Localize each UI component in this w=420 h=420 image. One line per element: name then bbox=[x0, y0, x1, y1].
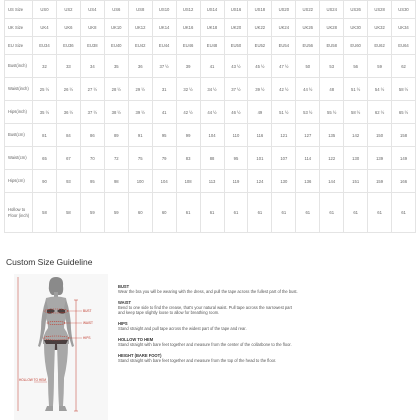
table-cell: EU52 bbox=[248, 37, 272, 55]
table-row bbox=[5, 78, 416, 101]
table-cell: 35 ½ bbox=[33, 101, 57, 124]
figure-label-waist: WAIST bbox=[83, 321, 93, 325]
guide-item-head: HIPS bbox=[118, 321, 128, 326]
table-cell: 61 bbox=[272, 193, 296, 233]
table-cell: 55 ½ bbox=[320, 101, 344, 124]
table-cell: 44 ½ bbox=[200, 101, 224, 124]
figure-label-bust: BUST bbox=[83, 309, 92, 313]
table-cell: 35 bbox=[104, 55, 128, 78]
table-cell: 42 ½ bbox=[272, 78, 296, 101]
size-chart-table bbox=[4, 0, 416, 233]
table-cell: 37 ½ bbox=[80, 101, 104, 124]
table-cell: EU60 bbox=[344, 37, 368, 55]
table-cell: UK6 bbox=[56, 19, 80, 37]
table-cell: 42 ½ bbox=[176, 101, 200, 124]
silhouette-right-leg bbox=[57, 344, 68, 406]
table-cell: US22 bbox=[296, 1, 320, 19]
table-cell: US24 bbox=[320, 1, 344, 19]
table-cell: EU64 bbox=[392, 37, 416, 55]
table-cell: 70 bbox=[80, 147, 104, 170]
table-cell: 31 bbox=[152, 78, 176, 101]
table-row bbox=[5, 193, 416, 233]
guide-item-body: Stand straight with bare feet together and measure from the center of the collarbone to the floor. bbox=[118, 342, 292, 347]
table-cell: 150 bbox=[368, 124, 392, 147]
table-cell: 104 bbox=[200, 124, 224, 147]
table-cell: 116 bbox=[248, 124, 272, 147]
table-cell: 89 bbox=[104, 124, 128, 147]
table-cell: 100 bbox=[128, 170, 152, 193]
table-cell: 34 ½ bbox=[200, 78, 224, 101]
table-cell: 135 bbox=[320, 124, 344, 147]
table-cell: UK4 bbox=[33, 19, 57, 37]
table-cell: 65 bbox=[33, 147, 57, 170]
silhouette-right-foot bbox=[59, 406, 67, 411]
table-row bbox=[5, 37, 416, 55]
table-cell: 61 bbox=[344, 193, 368, 233]
table-cell: US8 bbox=[128, 1, 152, 19]
guide-item-head: HEIGHT (BARE FOOT) bbox=[118, 353, 162, 358]
table-cell: EU38 bbox=[80, 37, 104, 55]
table-cell: 33 bbox=[56, 55, 80, 78]
table-cell: 37 ½ bbox=[152, 55, 176, 78]
guide-instructions bbox=[118, 284, 298, 369]
table-cell: 59 bbox=[368, 55, 392, 78]
table-cell: US30 bbox=[392, 1, 416, 19]
table-cell: 46 ½ bbox=[224, 101, 248, 124]
row-label: Bust(cm) bbox=[5, 124, 33, 147]
table-cell: UK28 bbox=[320, 19, 344, 37]
table-cell: UK30 bbox=[344, 19, 368, 37]
guide-item-body: Stand straight with bare feet together and measure from the top of the head to the floor. bbox=[118, 358, 277, 363]
table-cell: 130 bbox=[272, 170, 296, 193]
table-cell: 121 bbox=[272, 124, 296, 147]
table-row bbox=[5, 124, 416, 147]
table-cell: 39 ½ bbox=[128, 101, 152, 124]
table-cell: EU58 bbox=[320, 37, 344, 55]
guide-item-bust bbox=[118, 284, 298, 294]
table-cell: 166 bbox=[392, 170, 416, 193]
table-cell: US20 bbox=[272, 1, 296, 19]
table-cell: 29 ½ bbox=[128, 78, 152, 101]
table-cell: US10 bbox=[152, 1, 176, 19]
table-cell: 158 bbox=[392, 124, 416, 147]
table-cell: 86 bbox=[80, 124, 104, 147]
figure-label-hips: HIPS bbox=[83, 336, 91, 340]
table-cell: US18 bbox=[248, 1, 272, 19]
table-cell: 122 bbox=[320, 147, 344, 170]
table-cell: US6 bbox=[104, 1, 128, 19]
table-cell: 104 bbox=[152, 170, 176, 193]
table-cell: 48 bbox=[320, 78, 344, 101]
table-cell: 44 ½ bbox=[296, 78, 320, 101]
table-cell: 51 ½ bbox=[272, 101, 296, 124]
table-cell: 59 bbox=[80, 193, 104, 233]
silhouette-neck bbox=[54, 292, 58, 297]
table-cell: US14 bbox=[200, 1, 224, 19]
table-cell: EU36 bbox=[56, 37, 80, 55]
table-cell: 54 ½ bbox=[368, 78, 392, 101]
row-label: Hips(cm) bbox=[5, 170, 33, 193]
row-label: Waist(inch) bbox=[5, 78, 33, 101]
table-cell: EU56 bbox=[296, 37, 320, 55]
table-cell: 95 bbox=[152, 124, 176, 147]
table-row bbox=[5, 19, 416, 37]
table-cell: 65 ½ bbox=[392, 101, 416, 124]
body-measurement-figure bbox=[14, 274, 108, 420]
silhouette-left-leg bbox=[44, 344, 55, 406]
table-cell: 79 bbox=[152, 147, 176, 170]
table-cell: 149 bbox=[392, 147, 416, 170]
table-cell: EU40 bbox=[104, 37, 128, 55]
table-row bbox=[5, 101, 416, 124]
figure-label-hollow: HOLLOW TO HEM bbox=[19, 378, 46, 382]
guide-item-body: Wear the bra you will be wearing with the dress, and pull the tape across the fullest part of the bust. bbox=[118, 289, 298, 294]
table-cell: 136 bbox=[296, 170, 320, 193]
table-cell: 41 bbox=[152, 101, 176, 124]
table-cell: 81 bbox=[33, 124, 57, 147]
table-cell: 84 bbox=[56, 124, 80, 147]
table-cell: 144 bbox=[320, 170, 344, 193]
table-cell: 90 bbox=[33, 170, 57, 193]
table-cell: 50 bbox=[296, 55, 320, 78]
table-cell: 67 bbox=[56, 147, 80, 170]
table-cell: 93 bbox=[56, 170, 80, 193]
table-cell: 56 bbox=[344, 55, 368, 78]
table-cell: US16 bbox=[224, 1, 248, 19]
table-cell: 36 ½ bbox=[56, 101, 80, 124]
table-cell: EU46 bbox=[176, 37, 200, 55]
table-cell: EU34 bbox=[33, 37, 57, 55]
table-cell: 61 bbox=[392, 193, 416, 233]
guide-item-hollow bbox=[118, 337, 298, 347]
table-cell: 139 bbox=[368, 147, 392, 170]
table-cell: UK10 bbox=[104, 19, 128, 37]
table-cell: UK16 bbox=[176, 19, 200, 37]
table-cell: 75 bbox=[128, 147, 152, 170]
row-label: UK Size bbox=[5, 19, 33, 37]
table-cell: 27 ½ bbox=[80, 78, 104, 101]
table-cell: 159 bbox=[368, 170, 392, 193]
table-cell: 101 bbox=[248, 147, 272, 170]
table-cell: 58 bbox=[33, 193, 57, 233]
table-cell: 61 bbox=[296, 193, 320, 233]
table-cell: 53 ½ bbox=[296, 101, 320, 124]
table-cell: 39 ½ bbox=[248, 78, 272, 101]
row-label: US Size bbox=[5, 1, 33, 19]
table-cell: UK32 bbox=[368, 19, 392, 37]
table-cell: 34 bbox=[80, 55, 104, 78]
table-cell: EU62 bbox=[368, 37, 392, 55]
table-cell: 127 bbox=[296, 124, 320, 147]
table-cell: 41 bbox=[200, 55, 224, 78]
table-cell: 38 ½ bbox=[104, 101, 128, 124]
row-label: EU Size bbox=[5, 37, 33, 55]
table-cell: UK18 bbox=[200, 19, 224, 37]
table-cell: 119 bbox=[224, 170, 248, 193]
table-cell: 110 bbox=[224, 124, 248, 147]
table-cell: 142 bbox=[344, 124, 368, 147]
table-cell: UK20 bbox=[224, 19, 248, 37]
table-cell: UK22 bbox=[248, 19, 272, 37]
table-cell: EU54 bbox=[272, 37, 296, 55]
guide-item-hips bbox=[118, 321, 298, 331]
table-cell: US2 bbox=[56, 1, 80, 19]
row-label: Bust(inch) bbox=[5, 55, 33, 78]
table-cell: EU44 bbox=[152, 37, 176, 55]
table-cell: UK8 bbox=[80, 19, 104, 37]
table-cell: 61 bbox=[320, 193, 344, 233]
guide-item-head: BUST bbox=[118, 284, 130, 289]
table-cell: EU50 bbox=[224, 37, 248, 55]
table-cell: 47 ½ bbox=[272, 55, 296, 78]
table-cell: 130 bbox=[344, 147, 368, 170]
table-cell: EU42 bbox=[128, 37, 152, 55]
table-cell: US12 bbox=[176, 1, 200, 19]
table-cell: 49 bbox=[248, 101, 272, 124]
table-cell: 32 ½ bbox=[176, 78, 200, 101]
guide-item-height bbox=[118, 353, 298, 363]
guide-item-body: Bend to one side to find the crease, that's your natural waist. Pull tape across the narrowest part and keep tape slightly loose to allow for breathing room. bbox=[118, 305, 292, 315]
guide-title: Custom Size Guideline bbox=[6, 257, 93, 267]
table-cell: 58 ½ bbox=[392, 78, 416, 101]
table-cell: 39 bbox=[176, 55, 200, 78]
table-cell: 53 bbox=[320, 55, 344, 78]
table-cell: 37 ½ bbox=[224, 78, 248, 101]
row-label: Hollow to Floor (inch) bbox=[5, 193, 33, 233]
table-cell: 61 bbox=[224, 193, 248, 233]
table-cell: 83 bbox=[176, 147, 200, 170]
table-cell: 108 bbox=[176, 170, 200, 193]
table-cell: 91 bbox=[128, 124, 152, 147]
table-row bbox=[5, 147, 416, 170]
table-cell: 36 bbox=[128, 55, 152, 78]
table-cell: 45 ½ bbox=[248, 55, 272, 78]
table-cell: US26 bbox=[344, 1, 368, 19]
table-cell: 60 bbox=[128, 193, 152, 233]
table-row bbox=[5, 1, 416, 19]
table-cell: 72 bbox=[104, 147, 128, 170]
table-cell: UK14 bbox=[152, 19, 176, 37]
table-cell: 61 bbox=[176, 193, 200, 233]
table-cell: 51 ½ bbox=[344, 78, 368, 101]
table-cell: US28 bbox=[368, 1, 392, 19]
table-cell: EU48 bbox=[200, 37, 224, 55]
table-cell: 61 bbox=[368, 193, 392, 233]
table-cell: 151 bbox=[344, 170, 368, 193]
table-cell: UK34 bbox=[392, 19, 416, 37]
row-label: Hips(inch) bbox=[5, 101, 33, 124]
guide-item-waist bbox=[118, 300, 298, 315]
table-cell: UK24 bbox=[272, 19, 296, 37]
guide-item-body: Stand straight and pull tape across the widest part of the tape and rear. bbox=[118, 326, 247, 331]
table-cell: 62 bbox=[392, 55, 416, 78]
size-chart-body bbox=[5, 1, 416, 233]
row-label: Waist(cm) bbox=[5, 147, 33, 170]
table-cell: 58 ½ bbox=[344, 101, 368, 124]
table-cell: 113 bbox=[200, 170, 224, 193]
table-cell: 32 bbox=[33, 55, 57, 78]
table-cell: 61 bbox=[248, 193, 272, 233]
table-cell: UK12 bbox=[128, 19, 152, 37]
woman-silhouette-icon bbox=[14, 274, 108, 420]
table-cell: 107 bbox=[272, 147, 296, 170]
table-row bbox=[5, 55, 416, 78]
table-cell: UK26 bbox=[296, 19, 320, 37]
table-cell: 88 bbox=[200, 147, 224, 170]
table-cell: 26 ½ bbox=[56, 78, 80, 101]
table-cell: 58 bbox=[56, 193, 80, 233]
table-cell: 60 bbox=[152, 193, 176, 233]
table-cell: 62 ½ bbox=[368, 101, 392, 124]
table-cell: 124 bbox=[248, 170, 272, 193]
table-cell: 98 bbox=[104, 170, 128, 193]
table-cell: 99 bbox=[176, 124, 200, 147]
table-cell: 28 ½ bbox=[104, 78, 128, 101]
table-cell: 114 bbox=[296, 147, 320, 170]
table-row bbox=[5, 170, 416, 193]
table-cell: 95 bbox=[80, 170, 104, 193]
table-cell: US0 bbox=[33, 1, 57, 19]
table-cell: US4 bbox=[80, 1, 104, 19]
table-cell: 43 ½ bbox=[224, 55, 248, 78]
silhouette-left-foot bbox=[45, 406, 53, 411]
table-cell: 25 ½ bbox=[33, 78, 57, 101]
table-cell: 61 bbox=[200, 193, 224, 233]
table-cell: 59 bbox=[104, 193, 128, 233]
guide-item-head: HOLLOW TO HEM bbox=[118, 337, 154, 342]
table-cell: 95 bbox=[224, 147, 248, 170]
guide-item-head: WAIST bbox=[118, 300, 131, 305]
